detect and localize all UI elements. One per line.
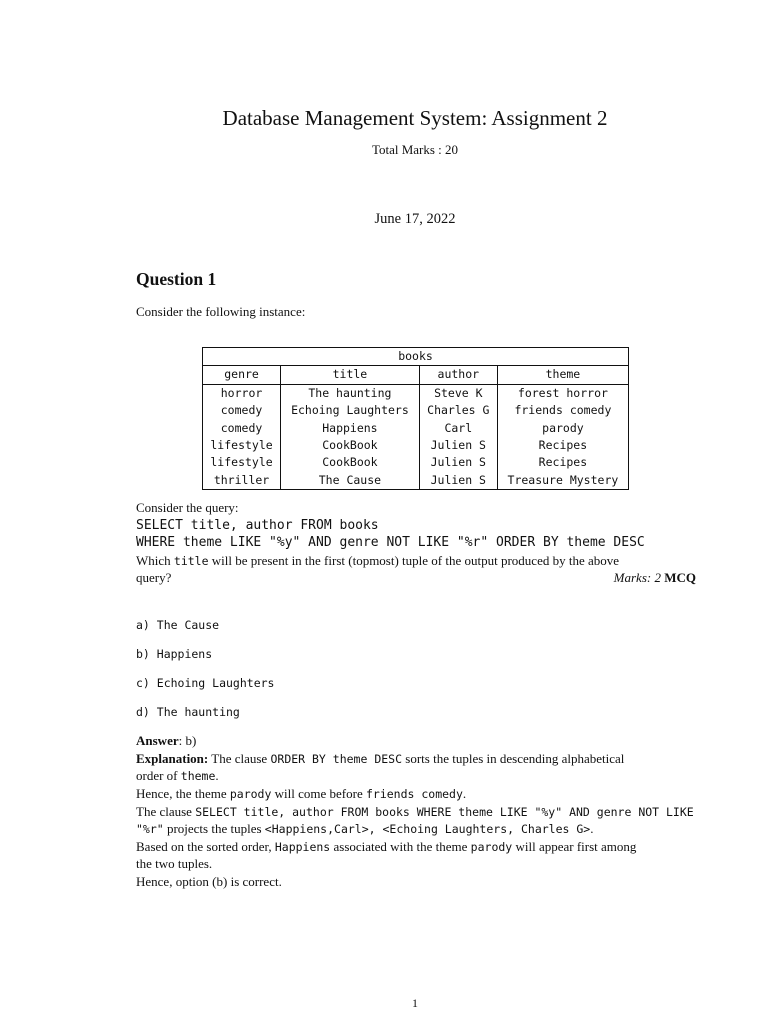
option-d: d) The haunting <box>136 705 240 719</box>
prompt-code: title <box>173 554 209 568</box>
table-cell: parody <box>497 420 628 437</box>
explanation-code: theme <box>180 769 216 783</box>
question-heading: Question 1 <box>136 269 217 289</box>
explanation-line-8: Hence, option (b) is correct. <box>136 874 282 889</box>
table-cell: The haunting <box>281 384 420 402</box>
explanation-code: "%r" <box>136 822 164 836</box>
table-cell: Julien S <box>419 472 497 490</box>
explanation-text: sorts the tuples in descending alphabetical <box>402 751 625 766</box>
table-row <box>203 384 629 402</box>
explanation-text: . <box>462 786 467 801</box>
table-cell: horror <box>203 384 281 402</box>
sql-query-line-2: WHERE theme LIKE "%y" AND genre NOT LIKE "%r" ORDER BY theme DESC <box>136 535 645 550</box>
explanation-text: The clause <box>208 751 271 766</box>
column-header-title: title <box>281 366 420 384</box>
explanation-text: Hence, the theme <box>136 786 230 801</box>
answer-line <box>136 733 196 749</box>
table-cell: thriller <box>203 472 281 490</box>
table-cell: CookBook <box>281 454 420 471</box>
answer-label: Answer <box>136 733 179 748</box>
table-cell: Treasure Mystery <box>497 472 628 490</box>
table-cell: lifestyle <box>203 454 281 471</box>
answer-value: : b) <box>178 733 197 748</box>
table-cell: CookBook <box>281 437 420 454</box>
explanation-text: associated with the theme <box>330 839 471 854</box>
column-header-theme: theme <box>497 366 628 384</box>
option-a: a) The Cause <box>136 618 220 632</box>
total-marks: Total Marks : 20 <box>371 142 459 157</box>
explanation-line-3 <box>136 786 466 802</box>
explanation-code: parody <box>229 787 272 801</box>
marks-type: MCQ <box>664 570 696 585</box>
table-row <box>203 437 629 454</box>
table-row <box>203 420 629 437</box>
table-cell: Recipes <box>497 437 628 454</box>
table-row <box>203 454 629 471</box>
explanation-line-2 <box>136 768 219 784</box>
explanation-code: parody <box>470 840 513 854</box>
document-title: Database Management System: Assignment 2 <box>222 106 608 130</box>
table-cell: Steve K <box>419 384 497 402</box>
explanation-text: will appear first among <box>512 839 637 854</box>
explanation-text: The clause <box>136 804 196 819</box>
explanation-line-4 <box>136 804 694 820</box>
table-cell: Happiens <box>281 420 420 437</box>
column-header-author: author <box>419 366 497 384</box>
explanation-line-1 <box>136 751 624 767</box>
explanation-code: friends comedy <box>365 787 463 801</box>
explanation-text: will come before <box>271 786 366 801</box>
explanation-line-5 <box>136 821 593 837</box>
prompt-text: will be present in the first (topmost) tuple of the output produced by the above <box>208 553 620 568</box>
table-cell: Julien S <box>419 437 497 454</box>
question-prompt <box>136 553 619 569</box>
explanation-code: <Happiens,Carl>, <Echoing Laughters, Charles G> <box>264 822 591 836</box>
table-cell: forest horror <box>497 384 628 402</box>
table-caption: books <box>203 348 629 366</box>
sql-query-line-1: SELECT title, author FROM books <box>136 518 379 533</box>
explanation-line-7: the two tuples. <box>136 856 213 871</box>
explanation-label: Explanation: <box>136 751 209 766</box>
table-cell: Carl <box>419 420 497 437</box>
explanation-code: Happiens <box>274 840 331 854</box>
option-c: c) Echoing Laughters <box>136 676 275 690</box>
explanation-text: . <box>590 821 594 836</box>
explanation-text: . <box>215 768 219 783</box>
explanation-code: SELECT title, author FROM books WHERE theme LIKE "%y" AND genre NOT LIKE <box>195 805 694 819</box>
table-cell: lifestyle <box>203 437 281 454</box>
table-cell: comedy <box>203 420 281 437</box>
question-intro: Consider the following instance: <box>136 304 306 319</box>
option-b: b) Happiens <box>136 647 213 661</box>
explanation-line-6 <box>136 839 636 855</box>
page-number: 1 <box>412 996 418 1010</box>
table-cell: comedy <box>203 402 281 419</box>
table-row <box>203 402 629 419</box>
table-cell: Recipes <box>497 454 628 471</box>
marks-value: Marks: 2 <box>613 570 661 585</box>
explanation-text: Based on the sorted order, <box>136 839 275 854</box>
marks-label <box>614 570 696 586</box>
column-header-genre: genre <box>203 366 281 384</box>
books-table <box>202 347 629 490</box>
table-row <box>203 472 629 490</box>
prompt-text: Which <box>136 553 174 568</box>
explanation-text: order of <box>136 768 181 783</box>
table-cell: Charles G <box>419 402 497 419</box>
document-date: June 17, 2022 <box>374 211 456 227</box>
table-cell: Echoing Laughters <box>281 402 420 419</box>
table-cell: Julien S <box>419 454 497 471</box>
question-prompt-line-2: query? <box>136 570 172 585</box>
consider-query-text: Consider the query: <box>136 500 239 515</box>
table-cell: The Cause <box>281 472 420 490</box>
table-cell: friends comedy <box>497 402 628 419</box>
explanation-text: projects the tuples <box>163 821 265 836</box>
explanation-code: ORDER BY theme DESC <box>270 752 403 766</box>
